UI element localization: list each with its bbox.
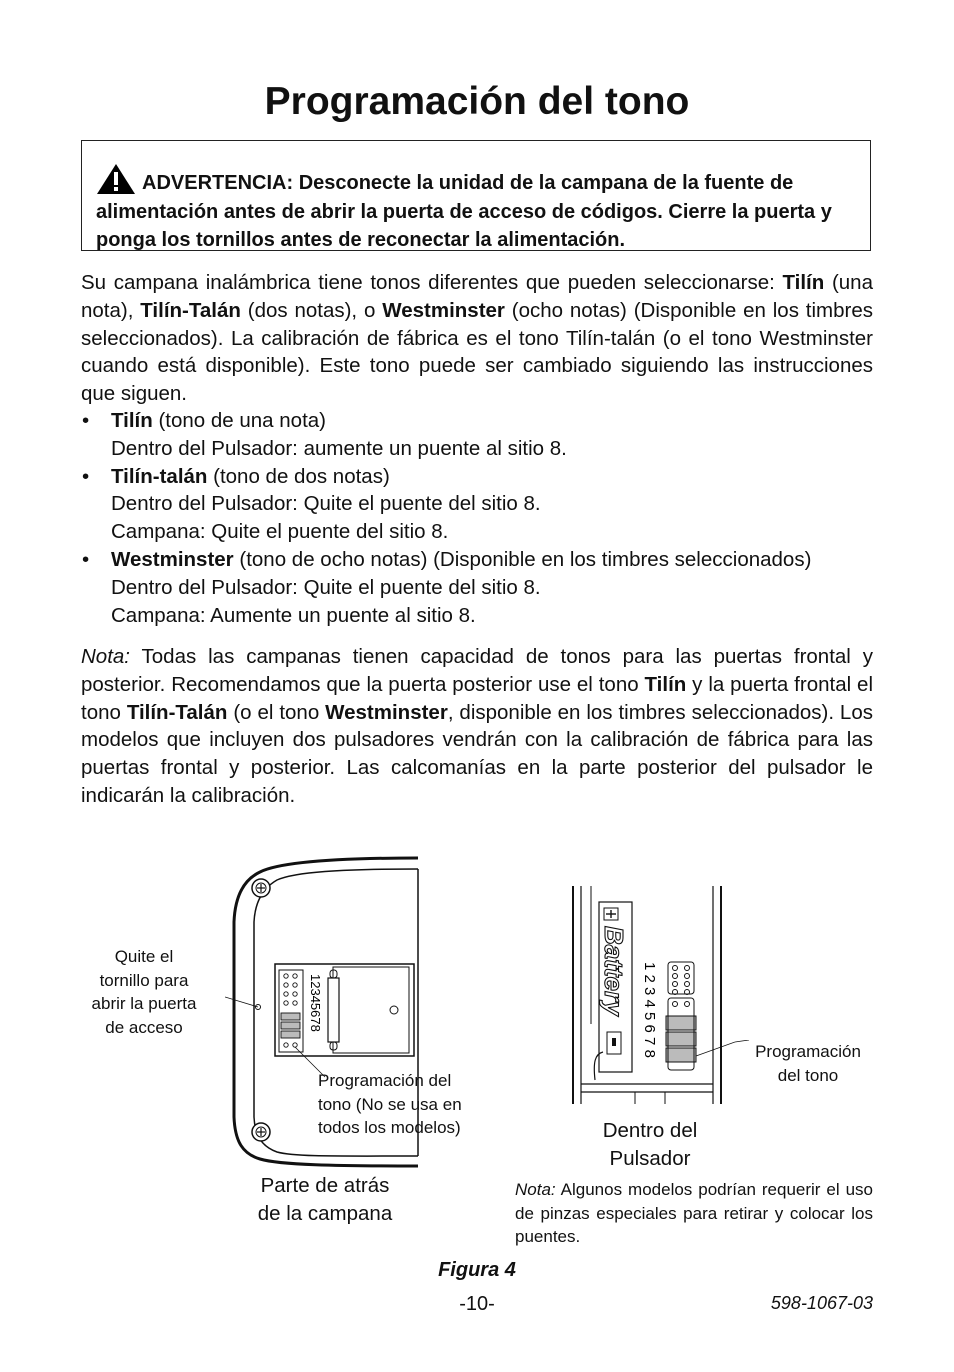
bullet-line: Dentro del Pulsador: aumente un puente al sitio 8. <box>111 436 567 460</box>
note-text-4: , disponible en los timbres seleccionados). Los modelos que incluyen dos pulsadores vendrán con la calibración de fábrica para las puertas frontal y posterior. Las calcomanías en la parte posterior del pulsador le indicarán la calibración. <box>81 700 873 807</box>
warning-triangle-icon <box>96 163 136 195</box>
intro-text-2: (una nota), <box>81 271 873 322</box>
bullet-line: Dentro del Pulsador: Quite el puente del sitio 8. <box>111 575 541 599</box>
note-paragraph <box>81 643 873 810</box>
bullet-item-westminster <box>81 546 881 629</box>
bullet-item-tilin <box>81 407 881 463</box>
note-text-2: y la puerta frontal el tono <box>81 672 873 724</box>
callout-line: Programación del <box>318 1071 452 1090</box>
intro-text-1: Su campana inalámbrica tiene tonos diferentes que pueden seleccionarse: <box>81 271 783 294</box>
access-screw-callout <box>76 945 212 1039</box>
bullet-item-tilin-talan <box>81 463 881 546</box>
callout-line: Quite el <box>114 947 174 966</box>
chime-caption <box>225 1172 425 1228</box>
callout-line: tornillo para <box>99 970 189 990</box>
caption-line: de la campana <box>257 1202 393 1225</box>
page-number: -10- <box>459 1293 495 1315</box>
note-text-1: Todas las campanas tienen capacidad de tonos para las puertas frontal y posterior. Recomendamos que la puerta posterior use el tono <box>81 645 873 696</box>
bullet-line: Campana: Aumente un puente al sitio 8. <box>111 603 476 627</box>
bullet-dot: • <box>82 464 90 488</box>
callout-line: del tono <box>777 1065 839 1085</box>
bullet-subtitle: (tono de una nota) <box>152 409 327 432</box>
note-label: Nota: <box>81 645 130 668</box>
bullet-dot: • <box>82 547 90 571</box>
note-bold-tilin-talan: Tilín-Talán <box>126 700 228 724</box>
callout-line: todos los modelos) <box>318 1118 461 1137</box>
warning-box <box>81 140 871 251</box>
bullet-line: Campana: Quite el puente del sitio 8. <box>111 520 449 544</box>
bullet-title: Tilín-talán <box>111 464 208 488</box>
tone-bullet-list <box>81 407 881 629</box>
bullet-line: Dentro del Pulsador: Quite el puente del sitio 8. <box>111 492 541 516</box>
intro-paragraph <box>81 269 873 408</box>
warning-text-block <box>96 163 861 255</box>
note-text-3: (o el tono <box>227 700 326 724</box>
caption-line: Pulsador <box>609 1147 691 1170</box>
chime-tone-callout <box>318 1069 496 1140</box>
bullet-dot: • <box>82 409 90 432</box>
pushbutton-inside-illustration <box>565 884 735 1109</box>
push-dip-numbers: 1 2 3 4 5 6 7 8 <box>641 962 658 1058</box>
figure-label: Figura 4 <box>438 1259 516 1281</box>
figure-note-label: Nota: <box>515 1180 556 1199</box>
intro-bold-tilin-talan: Tilín-Talán <box>140 298 241 322</box>
intro-text-3: (dos notas), o <box>240 298 383 322</box>
figure-note-text: Algunos modelos podrían requerir el uso de pinzas especiales para retirar y colocar los puentes. <box>515 1180 873 1246</box>
intro-bold-tilin: Tilín <box>782 271 825 294</box>
push-caption <box>565 1117 735 1173</box>
caption-line: Parte de atrás <box>260 1174 390 1197</box>
battery-label: Battery <box>599 926 629 1016</box>
bullet-title: Tilín <box>111 409 153 432</box>
bullet-subtitle: (tono de dos notas) <box>207 464 390 488</box>
document-number: 598-1067-03 <box>770 1293 873 1313</box>
note-bold-westminster: Westminster <box>325 700 448 724</box>
push-tone-callout <box>740 1040 876 1087</box>
figure-note <box>515 1178 873 1249</box>
callout-line: de acceso <box>105 1017 183 1037</box>
warning-label: ADVERTENCIA: <box>142 172 294 194</box>
intro-text-4: (ocho notas) (Disponible en los timbres seleccionados). La calibración de fábrica es el tono Tilín-talán (o el tono Westminster cuando está disponible). Este tono puede ser cambiado siguiendo las instrucciones que siguen. <box>81 298 874 406</box>
note-bold-tilin: Tilín <box>644 672 687 696</box>
bullet-title: Westminster <box>111 547 234 571</box>
chime-dip-numbers: 12345678 <box>308 974 323 1032</box>
caption-line: Dentro del <box>602 1119 698 1142</box>
bullet-subtitle: (tono de ocho notas) (Disponible en los timbres seleccionados) <box>233 547 812 571</box>
callout-line: abrir la puerta <box>91 994 197 1013</box>
callout-line: Programación <box>755 1042 861 1061</box>
page-title: Programación del tono <box>264 80 690 123</box>
warning-text: Desconecte la unidad de la campana de la fuente de alimentación antes de abrir la puerta de acceso de códigos. Cierre la puerta y ponga los tornillos antes de reconectar la alimentación. <box>96 172 832 251</box>
intro-bold-westminster: Westminster <box>382 298 505 322</box>
callout-line: tono (No se usa en <box>318 1094 462 1114</box>
